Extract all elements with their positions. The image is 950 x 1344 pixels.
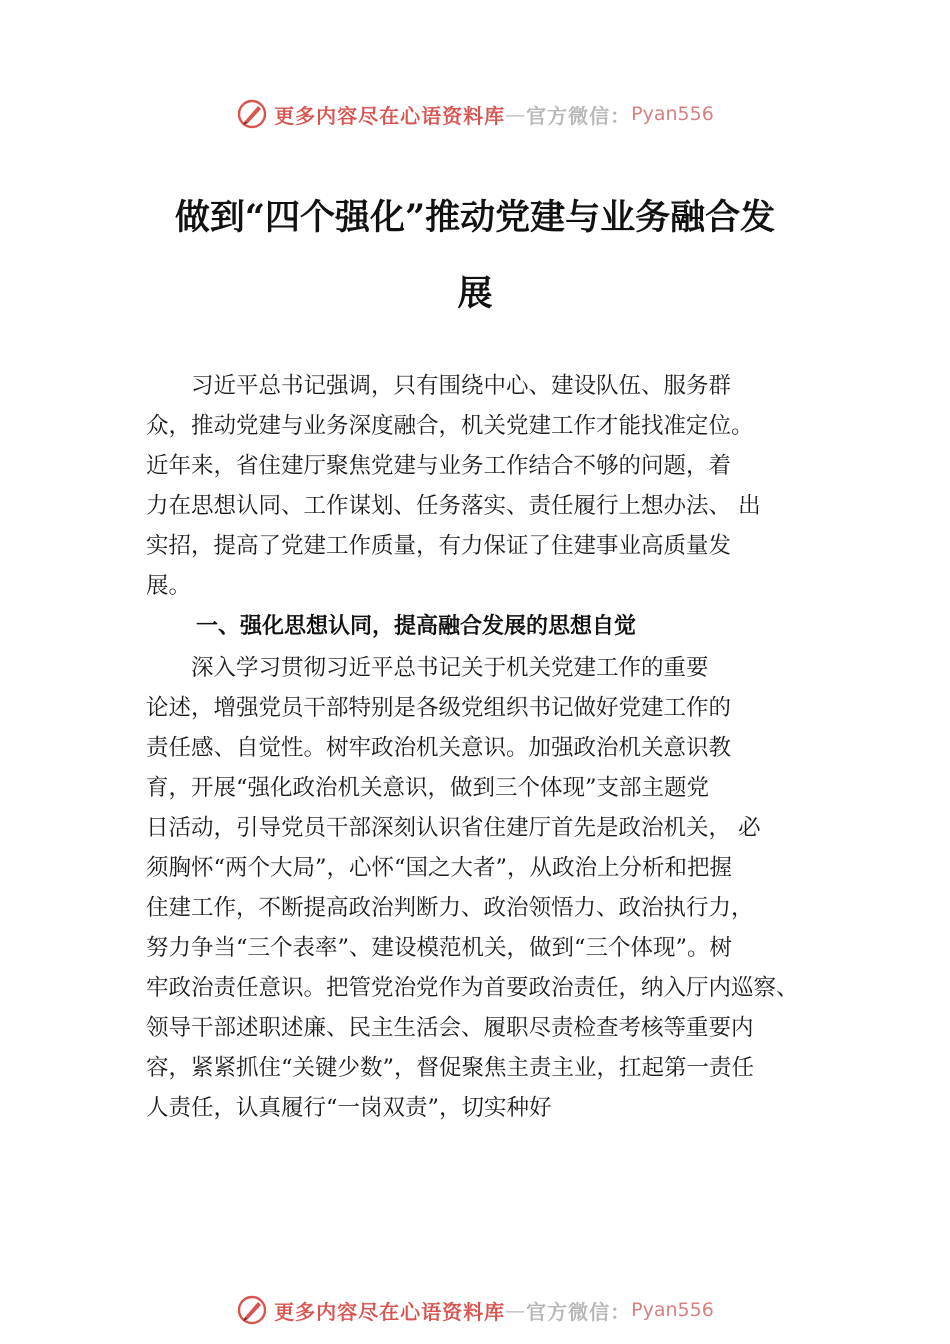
paragraph-line: 容，紧紧抓住“关键少数”，督促聚焦主责主业，扛起第一责任 [146, 1055, 755, 1081]
paragraph-line: 住建工作，不断提高政治判断力、政治领悟力、政治执行力， [146, 895, 754, 921]
watermark-wechat-label: 官方微信： [526, 1299, 632, 1324]
document-body [146, 366, 836, 1128]
document-title-line-1: 做到“四个强化”推动党建与业务融合发 [174, 197, 776, 238]
paragraph-line: 领导干部述职述廉、民主生活会、履职尽责检查考核等重要内 [146, 1015, 754, 1041]
document-title-line-2: 展 [457, 273, 493, 314]
paragraph-line: 责任感、自觉性。树牢政治机关意识。加强政治机关意识教 [146, 735, 732, 761]
paragraph-line: 近年来，省住建厅聚焦党建与业务工作结合不够的问题，着 [146, 453, 732, 479]
watermark-footer [0, 1290, 950, 1330]
paragraph-line: 实招，提高了党建工作质量，有力保证了住建事业高质量发 [146, 533, 732, 559]
paragraph-line: 众，推动党建与业务深度融合，机关党建工作才能找准定位。 [146, 413, 754, 439]
watermark-wechat-id: Pyan556 [631, 103, 714, 125]
watermark-wechat-id: Pyan556 [631, 1299, 714, 1321]
brush-logo-icon [236, 98, 268, 130]
paragraph-line: 习近平总书记强调，只有围绕中心、建设队伍、服务群 [146, 373, 732, 399]
paragraph-line: 论述，增强党员干部特别是各级党组织书记做好党建工作的 [146, 695, 732, 721]
paragraph-line: 深入学习贯彻习近平总书记关于机关党建工作的重要 [146, 655, 709, 681]
watermark-main-text: 更多内容尽在心语资料库 [274, 103, 506, 128]
watermark-header [0, 94, 950, 134]
paragraph-line: 人责任，认真履行“一岗双责”，切实种好 [146, 1095, 552, 1121]
paragraph-line: 力在思想认同、工作谋划、任务落实、责任履行上想办法、 出 [146, 493, 761, 519]
watermark-dash: — [505, 102, 527, 126]
paragraph-line: 日活动，引导党员干部深刻认识省住建厅首先是政治机关， 必 [146, 815, 761, 841]
paragraph-line: 育，开展“强化政治机关意识，做到三个体现”支部主题党 [146, 775, 710, 801]
brush-logo-icon [236, 1294, 268, 1326]
section-heading: 一、强化思想认同，提高融合发展的思想自觉 [196, 614, 637, 639]
paragraph-line: 牢政治责任意识。把管党治党作为首要政治责任，纳入厅内巡察、 [146, 975, 799, 1001]
watermark-dash: — [505, 1298, 527, 1322]
watermark-wechat-label: 官方微信： [526, 103, 632, 128]
paragraph-line: 须胸怀“两个大局”，心怀“国之大者”，从政治上分析和把握 [146, 855, 733, 881]
paragraph-line: 努力争当“三个表率”、建设模范机关，做到“三个体现”。树 [146, 935, 733, 961]
watermark-main-text: 更多内容尽在心语资料库 [274, 1299, 506, 1324]
paragraph-line: 展。 [146, 573, 192, 599]
